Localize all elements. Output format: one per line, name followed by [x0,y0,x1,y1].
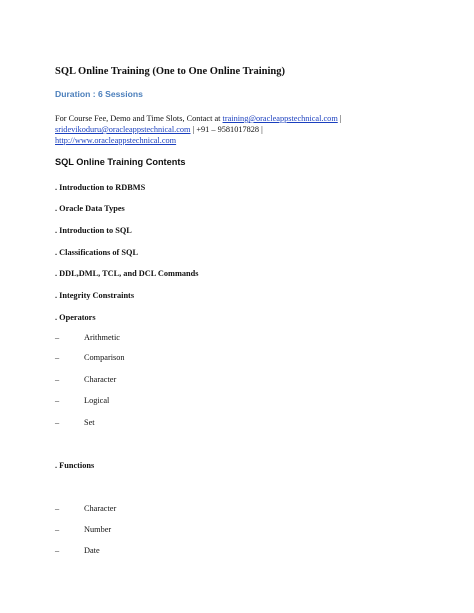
contact-phone: | +91 – 9581017828 | [190,125,263,134]
email-link-training[interactable]: training@oracleappstechnical.com [222,114,338,123]
page-title: SQL Online Training (One to One Online Training) [55,66,285,77]
operator-item: Logical [84,396,110,405]
operator-item: Set [84,418,95,427]
functions-heading: . Functions [55,461,95,470]
operator-item: Character [84,375,117,384]
list-dash: – [55,375,60,384]
list-dash: – [55,333,60,342]
list-dash: – [55,525,60,534]
operator-item: Comparison [84,353,125,362]
topic-item: . Introduction to SQL [55,226,132,235]
contact-paragraph [55,113,342,146]
topic-item: . Introduction to RDBMS [55,183,146,192]
function-item: Date [84,546,100,555]
contact-prefix: For Course Fee, Demo and Time Slots, Contact at [55,114,223,123]
list-dash: – [55,504,60,513]
topic-item: . Operators [55,313,96,322]
topic-item: . Oracle Data Types [55,204,125,213]
operator-item: Arithmetic [84,333,120,342]
contact-separator: | [337,114,342,123]
topic-item: . DDL,DML, TCL, and DCL Commands [55,269,199,278]
function-item: Number [84,525,112,534]
topic-item: . Integrity Constraints [55,291,135,300]
website-link[interactable]: http://www.oracleappstechnical.com [55,136,177,145]
duration-label: Duration : 6 Sessions [55,89,143,99]
list-dash: – [55,546,60,555]
list-dash: – [55,396,60,405]
contents-heading: SQL Online Training Contents [55,157,186,167]
list-dash: – [55,353,60,362]
email-link-sridevi[interactable]: sridevikoduru@oracleappstechnical.com [55,125,191,134]
topic-item: . Classifications of SQL [55,248,138,257]
function-item: Character [84,504,117,513]
list-dash: – [55,418,60,427]
